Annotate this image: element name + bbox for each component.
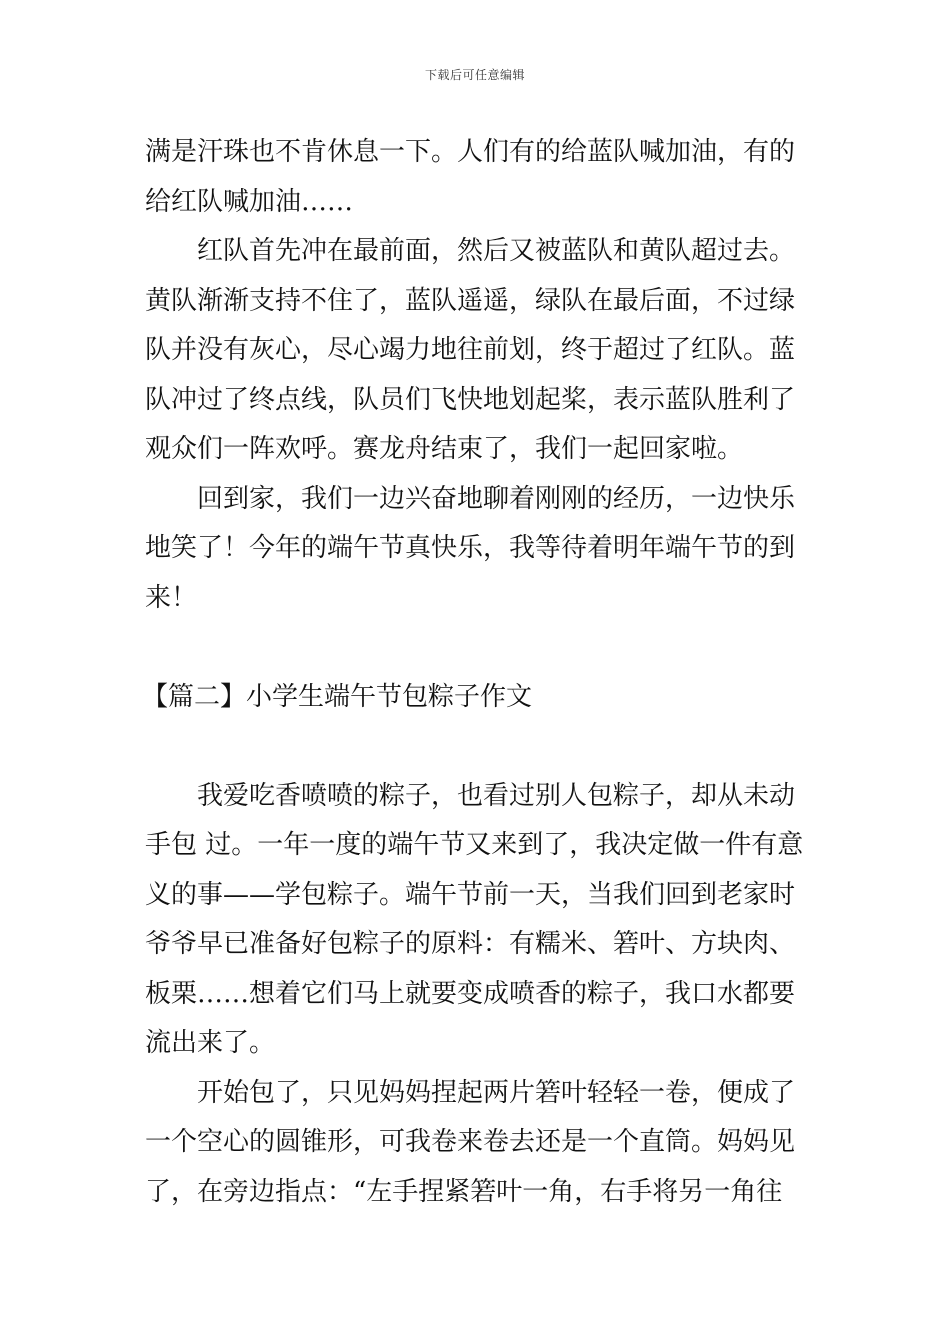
text-line: 红队首先冲在最前面，然后又被蓝队和黄队超过去。 (197, 236, 796, 266)
paragraph (145, 475, 807, 624)
paragraph (145, 1069, 807, 1218)
text-line: 观众们一阵欢呼。赛龙舟结束了，我们一起回家啦。 (145, 434, 744, 464)
text-line: 流出来了。 (145, 1028, 276, 1058)
spacer (145, 722, 807, 772)
paragraph (145, 227, 807, 475)
text-line: 一个空心的圆锥形，可我卷来卷去还是一个直筒。妈妈见 (145, 1127, 796, 1157)
text-line: 来！ (145, 582, 198, 613)
text-line: 队冲过了终点线，队员们飞快地划起桨，表示蓝队胜利了 (145, 384, 796, 415)
text-line: 义的事——学包粽子。端午节前一天，当我们回到老家时 (145, 879, 796, 910)
spacer (145, 623, 807, 673)
text-line: 我爱吃香喷喷的粽子，也看过别人包粽子，却从未动 (197, 780, 796, 811)
paragraph (145, 772, 807, 1069)
text-line: 地笑了！今年的端午节真快乐，我等待着明年端午节的到 (145, 533, 796, 563)
text-line: 给红队喊加油…… (145, 186, 354, 217)
text-line: 手包 过。一年一度的端午节又来到了，我决定做一件有意 (145, 830, 804, 860)
text-line: 黄队渐渐支持不住了，蓝队遥遥，绿队在最后面，不过绿 (145, 285, 796, 316)
text-line: 爷爷早已准备好包粽子的原料：有糯米、箬叶、方块肉、 (145, 929, 796, 959)
text-line: 满是汗珠也不肯休息一下。人们有的给蓝队喊加油，有的 (145, 137, 796, 167)
text-line: 队并没有灰心，尽心竭力地往前划，终于超过了红队。蓝 (145, 335, 796, 365)
text-line: 了，在旁边指点：“左手捏紧箬叶一角，右手将另一角往 (145, 1176, 783, 1207)
section-heading: 【篇二】小学生端午节包粽子作文 (142, 681, 533, 712)
text-line: 板栗……想着它们马上就要变成喷香的粽子，我口水都要 (145, 978, 796, 1009)
text-line: 回到家，我们一边兴奋地聊着刚刚的经历，一边快乐 (197, 483, 796, 514)
document-body (142, 128, 807, 1217)
paragraph (145, 128, 807, 227)
page-header: 下载后可任意编辑 (424, 68, 525, 82)
text-line: 开始包了，只见妈妈捏起两片箬叶轻轻一卷，便成了 (197, 1077, 796, 1108)
